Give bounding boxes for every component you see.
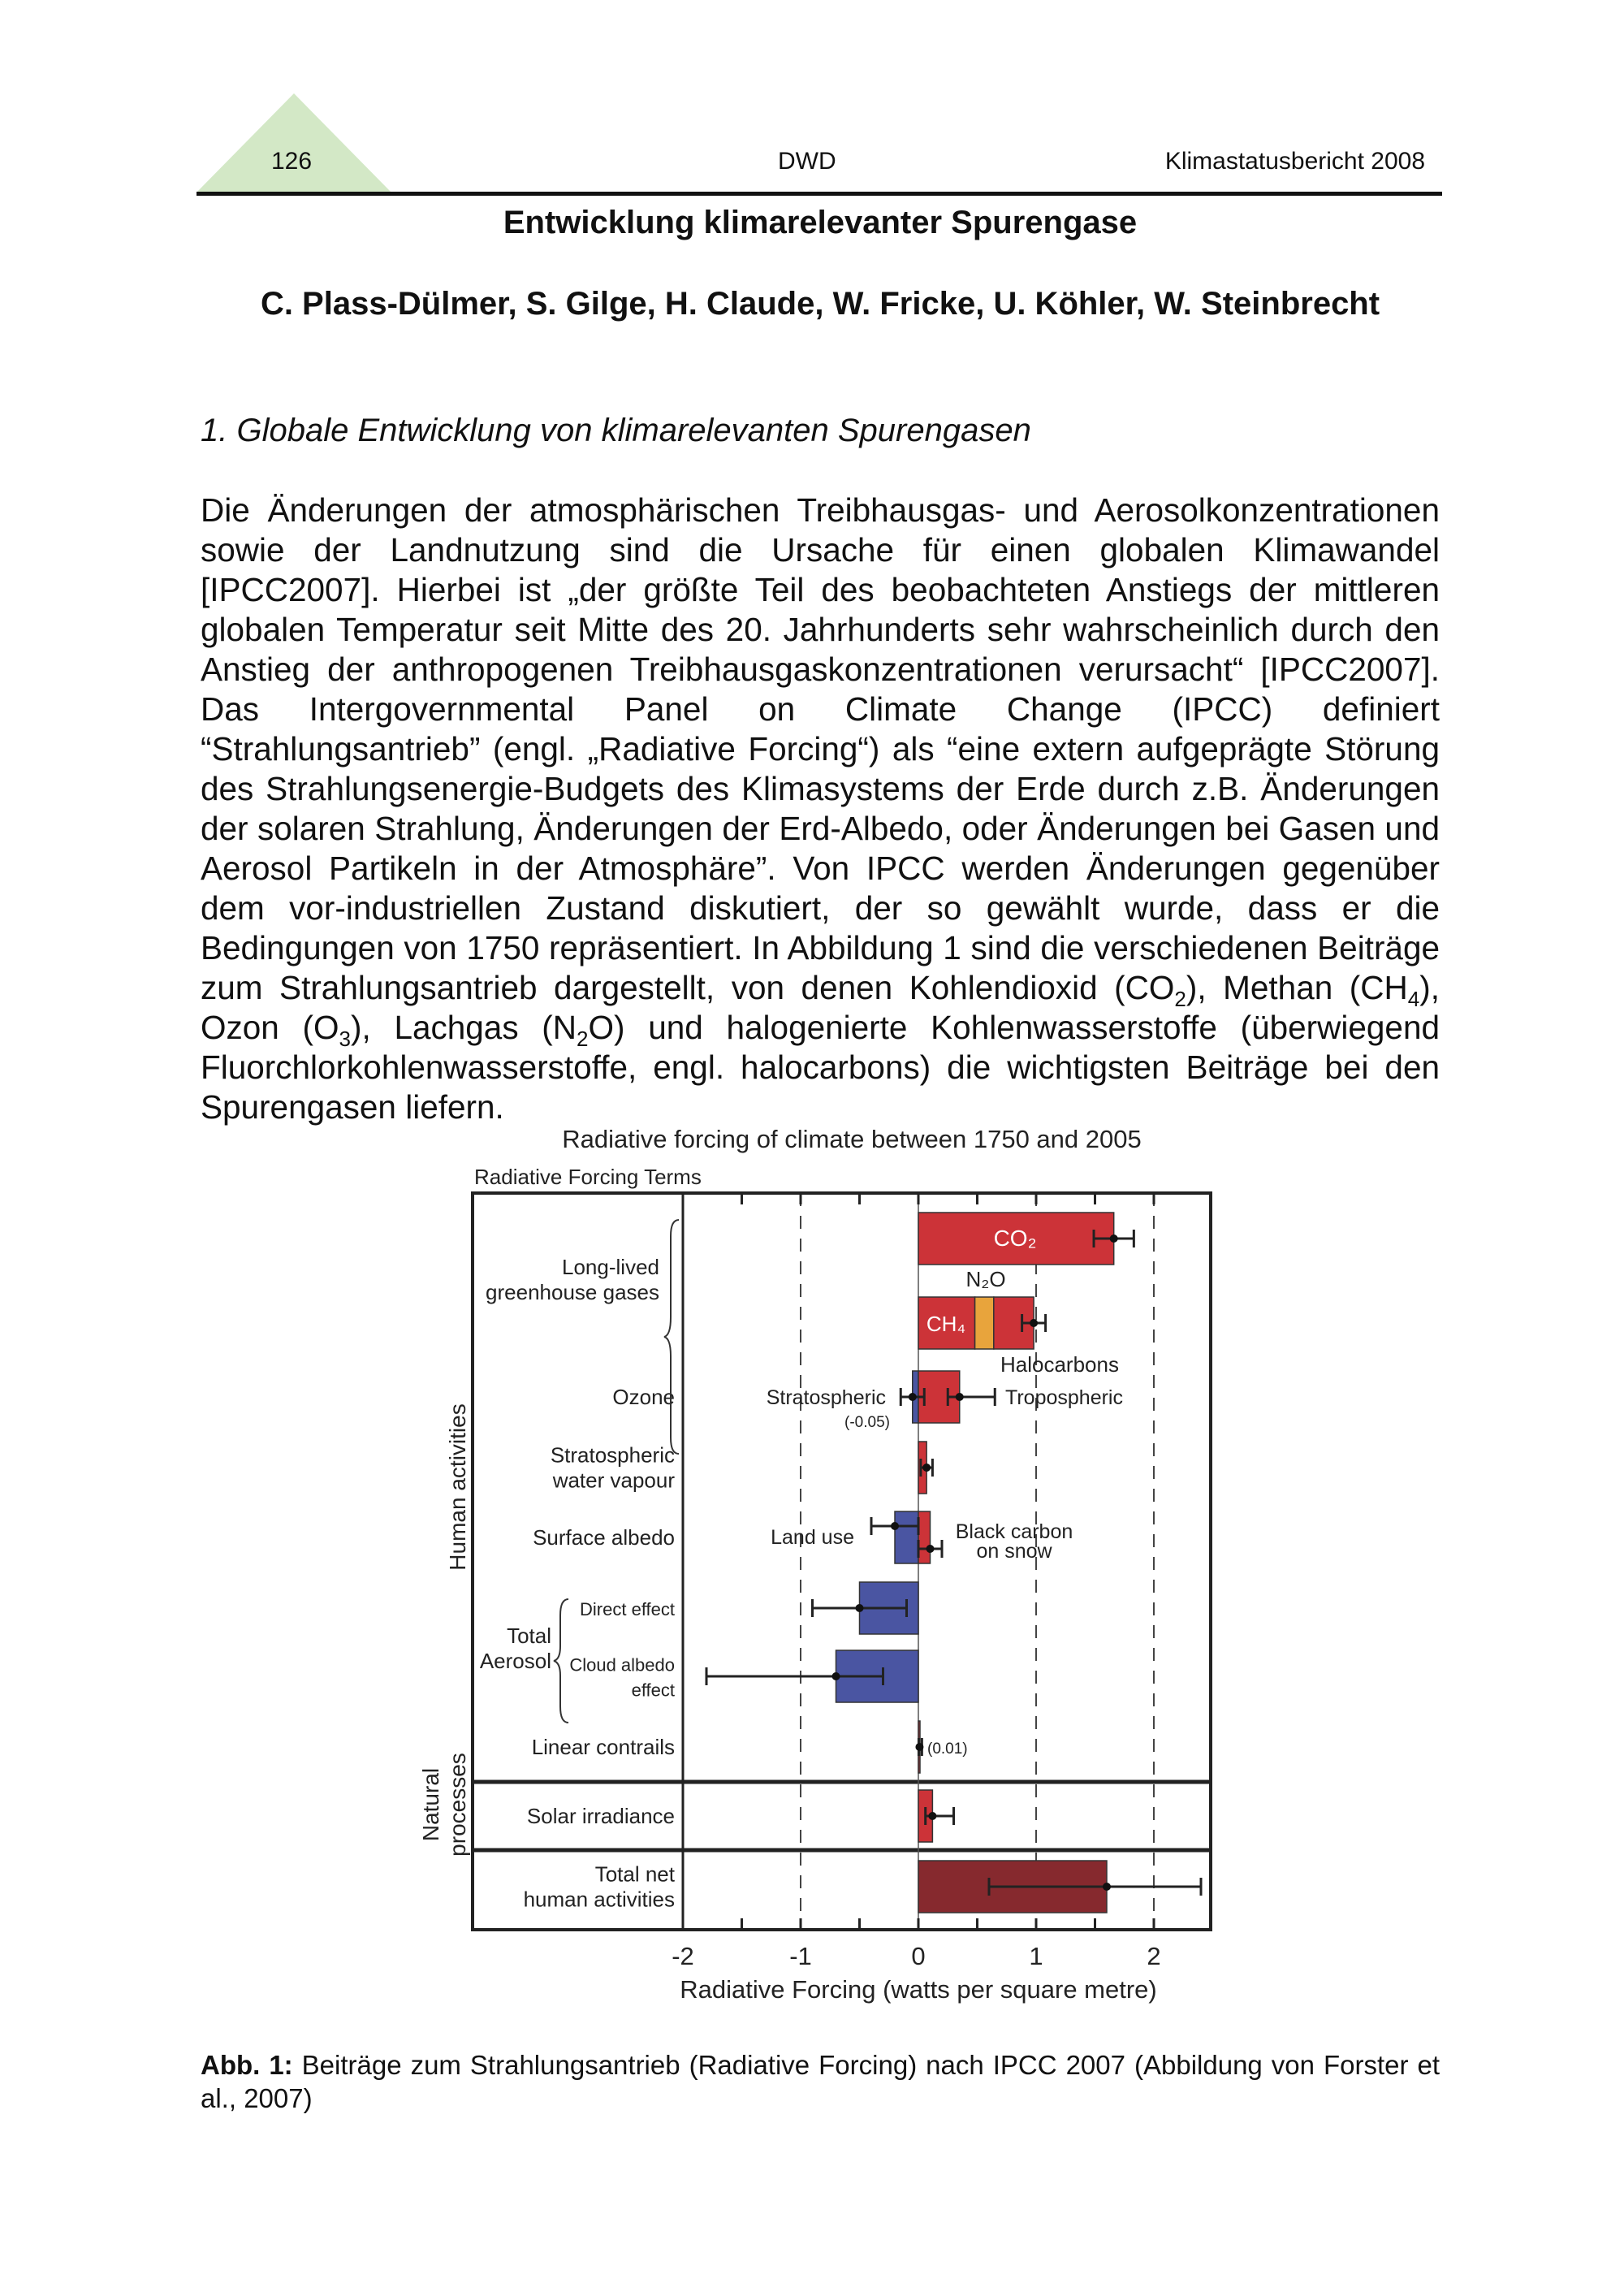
annotation-strat-value: (-0.05) [844,1414,890,1431]
caption-text: Beiträge zum Strahlungsantrieb (Radiative Forcing) nach IPCC 2007 (Abbildung von Forster et al., 2007) [201,2050,1440,2113]
x-tick-label: -2 [672,1942,694,1970]
page-number: 126 [271,148,313,175]
error-center-point [1103,1883,1111,1891]
error-center-point [915,1743,923,1751]
article-title: Entwicklung klimarelevanter Spurengase [503,205,1138,240]
error-center-point [891,1522,899,1530]
row-label: Stratospheric [550,1442,675,1468]
error-center-point [856,1604,864,1612]
body-text: O) und halogenierte Kohlenwasserstoffe (überwiegend Fluorchlorkohlenwasserstoffe, engl. halocarbons) die wichtigsten Beiträge bei den Spurengasen liefern. [201,1009,1440,1126]
body-text: ), Lachgas (N [350,1009,577,1046]
header-publisher: DWD [778,148,836,175]
brace [554,1599,568,1723]
row-label: human activities [523,1887,675,1912]
brace-label: Total [507,1624,551,1648]
bar-black-carbon-on-snow [918,1511,931,1563]
row-label: Direct effect [580,1599,675,1619]
x-tick-label: 1 [1029,1942,1043,1970]
annotation-halocarbons: Halocarbons [1000,1352,1119,1377]
brace-label: greenhouse gases [486,1280,659,1304]
body-text: Die Änderungen der atmosphärischen Treibhausgas- und Aerosolkonzentrationen sowie der Landnutzung sind die Ursache für einen globalen Klimawandel [IPCC2007]. Hierbei ist „der größte Teil des beobachteten Anstiegs der mittleren globalen Temperatur seit Mitte des 20. Jahrhunderts sehr wahrscheinlich durch den Anstieg der anthropogenen Treibhausgaskonzentrationen verursacht“ [IPCC2007]. Das Intergovernmental Panel on Climate Change (IPCC) definiert “Strahlungsantrieb” (engl. „Radiative Forcing“) als “eine extern aufgeprägte Störung des Strahlungsenergie-Budgets des Klimasystems der Erde durch z.B. Änderungen der solaren Strahlung, Änderungen der Erd-Albedo, oder Änderungen bei Gasen und Aerosol Partikeln in der Atmosphäre”. Von IPCC werden Änderungen gegenüber dem vor-industriellen Zustand diskutiert, der so gewählt wurde, dass er die Bedingungen von 1750 repräsentiert. In Abbildung 1 sind die verschiedenen Beiträge zum Strahlungsantrieb dargestellt, von denen Kohlendioxid (CO [201,491,1440,1006]
annotation-land-use: Land use [771,1526,854,1549]
row-label: Total net [594,1861,675,1887]
body-text: ), Methan (CH [1186,969,1408,1006]
annotation-stratospheric: Stratospheric [766,1386,886,1409]
error-center-point [928,1812,936,1820]
annotation-n2o: N₂O [965,1267,1006,1291]
annotation-contrails-value: (0.01) [927,1740,968,1758]
brace-label: Aerosol [479,1649,551,1673]
error-center-point [926,1545,935,1553]
subscript: 4 [1407,987,1420,1012]
x-tick-label: -1 [789,1942,812,1970]
body-text: ), Ozon (O [201,969,1440,1046]
subscript: 2 [1174,987,1186,1012]
chart-title: Radiative forcing of climate between 1750 and 2005 [562,1125,1142,1153]
x-tick-label: 2 [1147,1942,1161,1970]
brace [664,1220,679,1454]
row-label: Surface albedo [533,1525,675,1550]
error-center-point [909,1393,917,1401]
error-center-point [922,1464,931,1472]
row-label: Cloud albedo [569,1654,675,1676]
row-label: Linear contrails [531,1735,675,1759]
row-label: Ozone [612,1385,675,1409]
annotation-ch4: CH₄ [926,1312,966,1336]
group-label: processes [445,1753,470,1857]
subscript: 3 [339,1027,351,1052]
annotation-black-carbon: Black carbon [955,1520,1073,1543]
group-label: Natural [418,1767,443,1842]
figure-caption [201,2048,1440,2115]
annotation-black-carbon: on snow [976,1540,1052,1563]
error-center-point [1030,1319,1038,1327]
header-report-title: Klimastatusbericht 2008 [1164,148,1425,175]
group-label: Human activities [445,1403,470,1571]
bar-land-use [895,1511,918,1563]
error-center-point [832,1672,840,1680]
bar-n2o [975,1297,994,1349]
article-authors: C. Plass-Dülmer, S. Gilge, H. Claude, W. Fricke, U. Köhler, W. Steinbrecht [260,286,1380,322]
x-axis-label: Radiative Forcing (watts per square metre) [680,1975,1157,2004]
section-heading: 1. Globale Entwicklung von klimarelevanten Spurengasen [201,413,1031,448]
row-label: Solar irradiance [526,1804,675,1828]
column-header: Radiative Forcing Terms [474,1165,702,1189]
subscript: 2 [577,1027,589,1052]
annotation-co2: CO₂ [993,1226,1037,1251]
error-center-point [956,1393,964,1401]
brace-label: Long-lived [562,1255,659,1279]
x-tick-label: 0 [911,1942,926,1970]
row-label: water vapour [552,1468,675,1493]
row-label: effect [631,1680,675,1701]
error-center-point [1110,1234,1118,1243]
annotation-tropospheric: Tropospheric [1005,1386,1123,1409]
caption-label: Abb. 1: [201,2050,293,2080]
